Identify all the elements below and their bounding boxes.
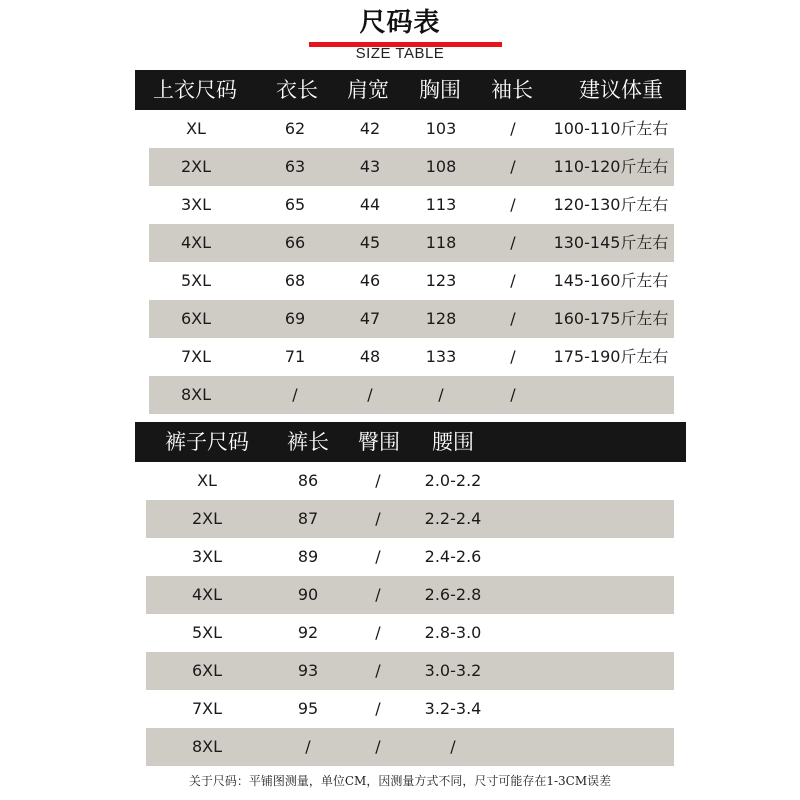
- table-cell: /: [375, 737, 381, 756]
- table-row: [146, 728, 674, 766]
- table-cell: 3.2-3.4: [424, 699, 482, 718]
- table-cell: /: [450, 737, 456, 756]
- table-cell: 103: [425, 119, 457, 138]
- table-cell: 7XL: [191, 699, 223, 718]
- table-cell: 6XL: [180, 309, 212, 328]
- table-cell: 8XL: [191, 737, 223, 756]
- table-cell: 7XL: [180, 347, 212, 366]
- table-cell: /: [375, 623, 381, 642]
- table-cell: 100-110斤左右: [553, 119, 669, 138]
- table-cell: 87: [297, 509, 319, 528]
- table-cell: /: [510, 271, 516, 290]
- table-cell: 118: [425, 233, 457, 252]
- table-cell: /: [438, 385, 444, 404]
- table-cell: 113: [425, 195, 457, 214]
- table-row: [135, 462, 686, 500]
- table-cell: 92: [297, 623, 319, 642]
- table-cell: 47: [359, 309, 381, 328]
- table-cell: 120-130斤左右: [553, 195, 669, 214]
- header-top-size: 上衣尺码: [153, 78, 237, 102]
- table-cell: 4XL: [180, 233, 212, 252]
- table-cell: /: [375, 585, 381, 604]
- table-cell: 71: [284, 347, 306, 366]
- table-cell: 63: [284, 157, 306, 176]
- header-top-sleeve: 袖长: [491, 78, 533, 102]
- table-cell: 66: [284, 233, 306, 252]
- table-cell: 2.2-2.4: [424, 509, 482, 528]
- page-subtitle: SIZE TABLE: [355, 45, 445, 62]
- table-cell: /: [367, 385, 373, 404]
- table-cell: 42: [359, 119, 381, 138]
- table-cell: 95: [297, 699, 319, 718]
- table-cell: 68: [284, 271, 306, 290]
- header-top-weight: 建议体重: [579, 78, 663, 102]
- table-cell: /: [375, 547, 381, 566]
- table-row: [135, 262, 686, 300]
- table-cell: /: [375, 661, 381, 680]
- table-cell: /: [510, 233, 516, 252]
- table-cell: 44: [359, 195, 381, 214]
- table-cell: 2.8-3.0: [424, 623, 482, 642]
- table-cell: 8XL: [180, 385, 212, 404]
- table-row: [135, 690, 686, 728]
- top-table-header: [135, 70, 686, 110]
- bottom-table-header: [135, 422, 686, 462]
- table-cell: 130-145斤左右: [553, 233, 669, 252]
- table-cell: 175-190斤左右: [553, 347, 669, 366]
- table-cell: XL: [186, 119, 206, 138]
- table-cell: 2.0-2.2: [424, 471, 482, 490]
- table-cell: /: [375, 699, 381, 718]
- table-row: [135, 538, 686, 576]
- header-pants-size: 裤子尺码: [165, 430, 249, 454]
- page-title: 尺码表: [359, 8, 441, 38]
- table-cell: 108: [425, 157, 457, 176]
- header-top-chest: 胸围: [419, 78, 461, 102]
- table-cell: 86: [297, 471, 319, 490]
- header-pants-hip: 臀围: [358, 430, 400, 454]
- table-cell: XL: [197, 471, 217, 490]
- table-cell: 2XL: [180, 157, 212, 176]
- table-cell: 2.4-2.6: [424, 547, 482, 566]
- table-cell: 69: [284, 309, 306, 328]
- table-cell: /: [292, 385, 298, 404]
- table-row: [149, 224, 674, 262]
- table-cell: /: [510, 195, 516, 214]
- table-cell: 145-160斤左右: [553, 271, 669, 290]
- table-cell: 3.0-3.2: [424, 661, 482, 680]
- table-cell: 4XL: [191, 585, 223, 604]
- table-row: [135, 110, 686, 148]
- table-cell: 5XL: [180, 271, 212, 290]
- table-cell: /: [510, 309, 516, 328]
- table-cell: 3XL: [191, 547, 223, 566]
- table-cell: 2XL: [191, 509, 223, 528]
- table-row: [149, 300, 674, 338]
- table-cell: 90: [297, 585, 319, 604]
- table-row: [135, 186, 686, 224]
- table-cell: 128: [425, 309, 457, 328]
- table-row: [146, 500, 674, 538]
- table-cell: /: [510, 347, 516, 366]
- table-row: [149, 376, 674, 414]
- table-cell: /: [510, 385, 516, 404]
- table-cell: 123: [425, 271, 457, 290]
- table-cell: 6XL: [191, 661, 223, 680]
- table-cell: 46: [359, 271, 381, 290]
- table-cell: 110-120斤左右: [553, 157, 669, 176]
- table-cell: /: [510, 157, 516, 176]
- table-cell: 2.6-2.8: [424, 585, 482, 604]
- table-row: [149, 148, 674, 186]
- table-row: [135, 338, 686, 376]
- table-row: [135, 614, 686, 652]
- table-cell: 133: [425, 347, 457, 366]
- header-top-length: 衣长: [276, 78, 318, 102]
- table-cell: /: [305, 737, 311, 756]
- table-row: [146, 576, 674, 614]
- header-pants-length: 裤长: [287, 430, 329, 454]
- header-top-shoulder: 肩宽: [347, 78, 389, 102]
- table-cell: /: [375, 509, 381, 528]
- table-cell: /: [510, 119, 516, 138]
- table-cell: /: [375, 471, 381, 490]
- table-cell: 43: [359, 157, 381, 176]
- table-cell: 65: [284, 195, 306, 214]
- table-cell: 93: [297, 661, 319, 680]
- table-cell: 160-175斤左右: [553, 309, 669, 328]
- table-cell: 89: [297, 547, 319, 566]
- table-cell: 5XL: [191, 623, 223, 642]
- table-cell: 3XL: [180, 195, 212, 214]
- table-row: [146, 652, 674, 690]
- table-cell: 62: [284, 119, 306, 138]
- size-note: 关于尺码：平铺图测量，单位CM，因测量方式不同，尺寸可能存在1-3CM误差: [188, 774, 612, 788]
- header-pants-waist: 腰围: [432, 430, 474, 454]
- table-cell: 48: [359, 347, 381, 366]
- table-cell: 45: [359, 233, 381, 252]
